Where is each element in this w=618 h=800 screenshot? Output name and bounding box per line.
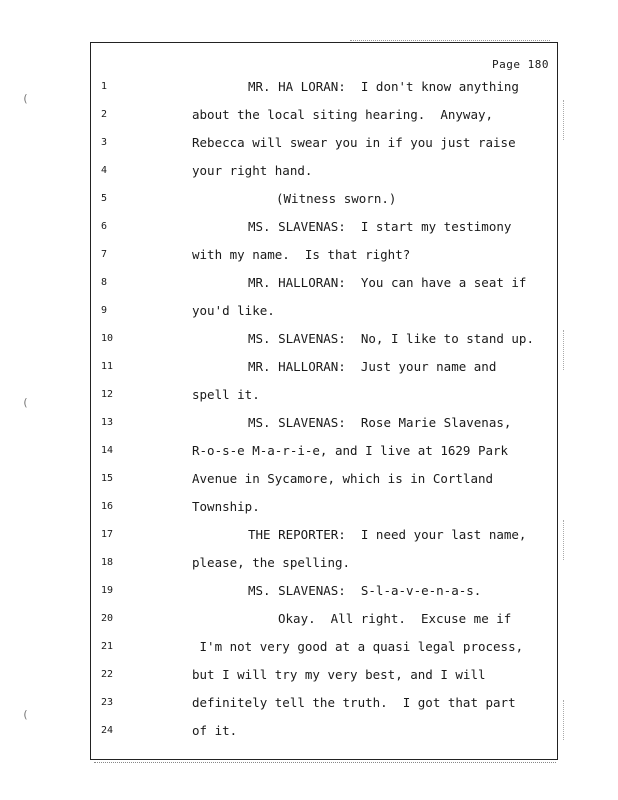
- transcript-line: [91, 303, 557, 323]
- line-number: 16: [101, 501, 114, 512]
- line-number: 8: [101, 277, 108, 288]
- line-text: Rebecca will swear you in if you just raise: [192, 135, 516, 150]
- line-number: 13: [101, 417, 114, 428]
- line-text: of it.: [192, 723, 238, 738]
- transcript-line: [91, 471, 557, 491]
- line-text: but I will try my very best, and I will: [192, 667, 486, 682]
- line-text: MS. SLAVENAS: S-l-a-v-e-n-a-s.: [248, 583, 482, 598]
- line-number: 6: [101, 221, 108, 232]
- line-number: 14: [101, 445, 114, 456]
- margin-mark: (: [22, 708, 29, 721]
- line-number: 24: [101, 725, 114, 736]
- transcript-line: [91, 79, 557, 99]
- line-number: 19: [101, 585, 114, 596]
- line-text: definitely tell the truth. I got that part: [192, 695, 516, 710]
- transcript-line: [91, 247, 557, 267]
- line-number: 21: [101, 641, 114, 652]
- line-text: Okay. All right. Excuse me if: [278, 611, 512, 626]
- transcript-line: [91, 219, 557, 239]
- bottom-edge-mark: [94, 762, 556, 769]
- line-number: 5: [101, 193, 108, 204]
- transcript-line: [91, 191, 557, 211]
- line-number: 7: [101, 249, 108, 260]
- transcript-line: [91, 555, 557, 575]
- right-margin-dots: [563, 520, 566, 560]
- right-margin-dots: [563, 100, 566, 140]
- line-text: spell it.: [192, 387, 260, 402]
- line-number: 18: [101, 557, 114, 568]
- transcript-line: [91, 639, 557, 659]
- line-number: 4: [101, 165, 108, 176]
- transcript-line: [91, 527, 557, 547]
- line-number: 20: [101, 613, 114, 624]
- line-text: R-o-s-e M-a-r-i-e, and I live at 1629 Park: [192, 443, 509, 458]
- line-number: 17: [101, 529, 114, 540]
- line-text: MR. HALLORAN: Just your name and: [248, 359, 497, 374]
- line-text: (Witness sworn.): [276, 191, 397, 206]
- transcript-line: [91, 499, 557, 519]
- line-number: 10: [101, 333, 114, 344]
- line-text: about the local siting hearing. Anyway,: [192, 107, 494, 122]
- line-text: MS. SLAVENAS: Rose Marie Slavenas,: [248, 415, 512, 430]
- line-text: Township.: [192, 499, 260, 514]
- line-number: 3: [101, 137, 108, 148]
- line-number: 12: [101, 389, 114, 400]
- line-number: 15: [101, 473, 114, 484]
- line-text: your right hand.: [192, 163, 313, 178]
- transcript-line: [91, 667, 557, 687]
- line-text: with my name. Is that right?: [192, 247, 411, 262]
- page-number: Page 180: [492, 58, 549, 71]
- line-text: Avenue in Sycamore, which is in Cortland: [192, 471, 494, 486]
- right-margin-dots: [563, 330, 566, 370]
- transcript-line: [91, 359, 557, 379]
- transcript-line: [91, 695, 557, 715]
- line-number: 2: [101, 109, 108, 120]
- transcript-line: [91, 611, 557, 631]
- transcript-line: [91, 163, 557, 183]
- transcript-line: [91, 107, 557, 127]
- line-text: MS. SLAVENAS: No, I like to stand up.: [248, 331, 534, 346]
- margin-mark: (: [22, 92, 29, 105]
- line-number: 23: [101, 697, 114, 708]
- line-text: THE REPORTER: I need your last name,: [248, 527, 527, 542]
- line-text: please, the spelling.: [192, 555, 351, 570]
- margin-mark: (: [22, 396, 29, 409]
- transcript-line: [91, 415, 557, 435]
- line-text: MR. HA LORAN: I don't know anything: [248, 79, 519, 94]
- transcript-line: [91, 723, 557, 743]
- transcript-line: [91, 443, 557, 463]
- line-number: 1: [101, 81, 108, 92]
- right-margin-dots: [563, 700, 566, 740]
- transcript-line: [91, 387, 557, 407]
- transcript-line: [91, 135, 557, 155]
- transcript-line: [91, 583, 557, 603]
- transcript-line: [91, 331, 557, 351]
- line-text: you'd like.: [192, 303, 275, 318]
- line-text: MR. HALLORAN: You can have a seat if: [248, 275, 527, 290]
- transcript-line: [91, 275, 557, 295]
- line-text: I'm not very good at a quasi legal process,: [192, 639, 524, 654]
- line-text: MS. SLAVENAS: I start my testimony: [248, 219, 512, 234]
- line-number: 22: [101, 669, 114, 680]
- line-number: 11: [101, 361, 114, 372]
- line-number: 9: [101, 305, 108, 316]
- transcript-page: [90, 42, 558, 760]
